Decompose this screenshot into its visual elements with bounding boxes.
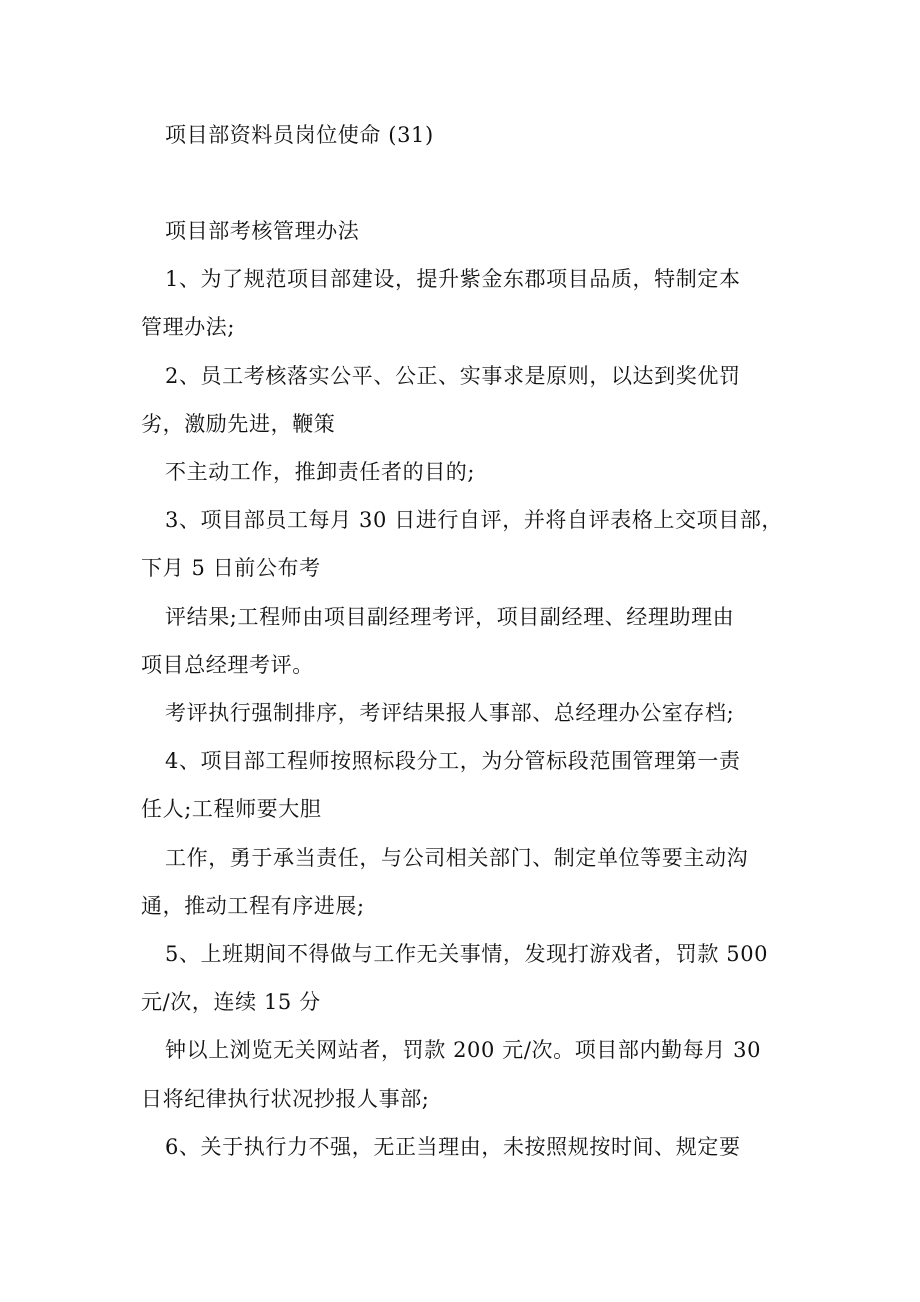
paragraph-line: 下月 5 日前公布考 [141, 556, 321, 580]
doc-title: 项目部资料员岗位使命 (31) [165, 123, 434, 147]
paragraph-line: 通，推动工程有序进展; [141, 894, 365, 918]
paragraph-line: 4、项目部工程师按照标段分工，为分管标段范围管理第一责 [165, 749, 741, 773]
paragraph-line: 5、上班期间不得做与工作无关事情，发现打游戏者，罚款 500 [165, 942, 769, 966]
paragraph-line: 项目总经理考评。 [141, 653, 314, 677]
paragraph-line: 管理办法; [141, 315, 236, 339]
paragraph-line: 6、关于执行力不强，无正当理由，未按照规按时间、规定要 [165, 1135, 741, 1159]
paragraph-line: 日将纪律执行状况抄报人事部; [141, 1087, 430, 1111]
paragraph-line: 3、项目部员工每月 30 日进行自评，并将自评表格上交项目部， [165, 508, 784, 532]
paragraph-line: 2、员工考核落实公平、公正、实事求是原则，以达到奖优罚 [165, 364, 741, 388]
paragraph-line: 工作，勇于承当责任，与公司相关部门、制定单位等要主动沟 [165, 846, 749, 870]
paragraph-line: 劣，激励先进，鞭策 [141, 412, 336, 436]
paragraph-line: 考评执行强制排序，考评结果报人事部、总经理办公室存档; [165, 701, 735, 725]
paragraph-line: 元/次，连续 15 分 [141, 990, 321, 1014]
paragraph-line: 任人;工程师要大胆 [141, 797, 322, 821]
paragraph-line: 不主动工作，推卸责任者的目的; [165, 460, 476, 484]
paragraph-line: 钟以上浏览无关网站者，罚款 200 元/次。项目部内勤每月 30 [165, 1038, 762, 1062]
paragraph-line: 评结果;工程师由项目副经理考评，项目副经理、经理助理由 [165, 605, 735, 629]
section-heading: 项目部考核管理办法 [165, 219, 360, 243]
paragraph-line: 1、为了规范项目部建设，提升紫金东郡项目品质，特制定本 [165, 267, 741, 291]
